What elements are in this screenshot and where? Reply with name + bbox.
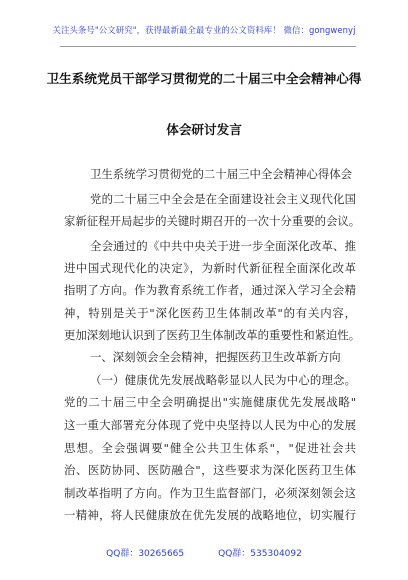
body-line: 治、医防协同、医防融合"，这些要求为深化医药卫生体 bbox=[64, 463, 356, 477]
body-line: 卫生系统学习贯彻党的二十届三中全会精神心得体会 bbox=[90, 167, 352, 181]
footer-qq-group-1: QQ群：30265665 bbox=[106, 549, 185, 559]
document-title-line-2: 体会研讨发言 bbox=[166, 122, 242, 137]
header-promo-text: 关注头条号"公文研究"，获得最新最全最专业的公文资料库！ 微信：gongwenyj bbox=[52, 25, 356, 35]
body-line: 党的二十届三中全会是在全面建设社会主义现代化国 bbox=[90, 192, 356, 206]
body-line: 神，特别是关于"深化医药卫生体制改革"的有关内容， bbox=[64, 306, 356, 320]
body-line: 制改革指明了方向。作为卫生监督部门，必须深刻领会这 bbox=[64, 486, 356, 500]
page-header bbox=[0, 0, 408, 58]
body-line: 家新征程开局起步的关键时期召开的一次十分重要的会议。 bbox=[64, 214, 361, 228]
body-line: 党的二十届三中全会明确提出"实施健康优先发展战略" bbox=[64, 395, 356, 409]
page-footer bbox=[0, 546, 408, 559]
body-line: 一精神，将人民健康放在优先发展的战略地位，切实履行 bbox=[64, 508, 356, 522]
footer-qq-group-2: QQ群：535304092 bbox=[218, 549, 302, 559]
body-line: 全会通过的《中共中央关于进一步全面深化改革、推 bbox=[90, 239, 356, 253]
body-line: 思想。全会强调要"健全公共卫生体系"，"促进社会共 bbox=[64, 441, 356, 455]
body-line: 这一重大部署充分体现了党中央坚持以人民为中心的发展 bbox=[64, 418, 356, 432]
section-heading: 一、深刻领会全会精神，把握医药卫生改革新方向 bbox=[90, 350, 341, 364]
body-line: 更加深刻地认识到了医药卫生体制改革的重要性和紧迫性。 bbox=[64, 328, 361, 342]
document-title-line-1: 卫生系统党员干部学习贯彻党的二十届三中全会精神心得 bbox=[46, 71, 362, 86]
body-line: 指明了方向。作为教育系统工作者，通过深入学习全会精 bbox=[64, 283, 356, 297]
body-line: 进中国式现代化的决定》，为新时代新征程全面深化改革 bbox=[64, 261, 356, 275]
header-divider bbox=[60, 46, 356, 47]
subsection-heading: （一）健康优先发展战略彰显以人民为中心的理念。 bbox=[90, 373, 356, 387]
